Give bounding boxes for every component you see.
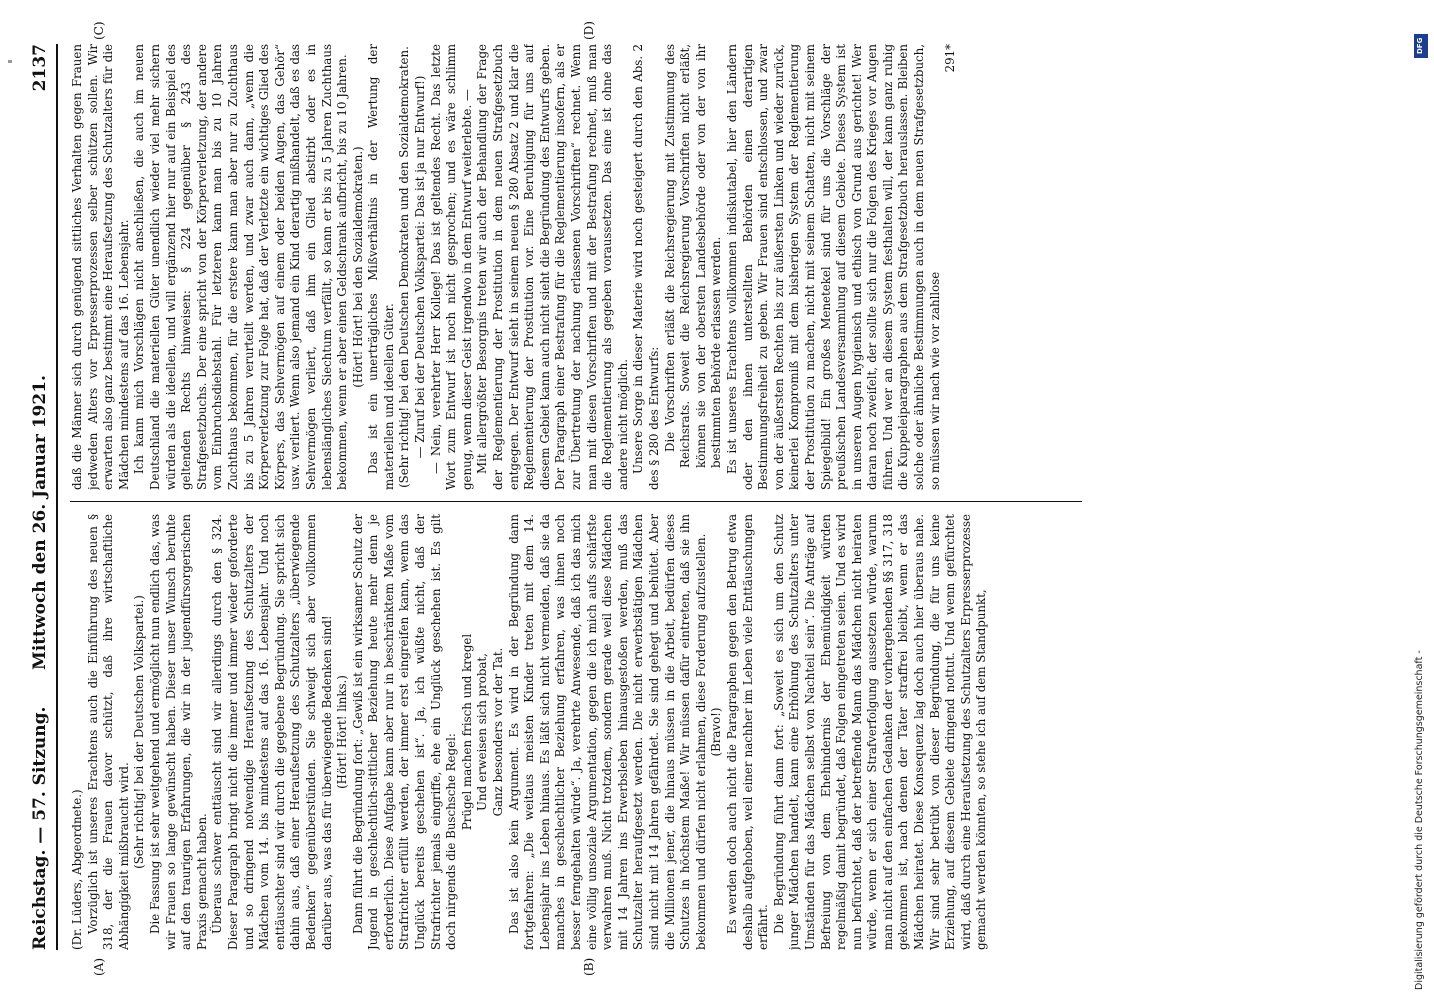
rotated-page bbox=[0, 10, 1412, 990]
paragraph: daß die Männer sich durch genügend sittliches Verhalten gegen Frauen jedweden Alters vor Erpresserprozessen selber schützen sollen. Wir erwarten also ganz bestimmt eine Heraufsetzung des Schutzalters für die Mädchen mindestens auf das 16. Lebensjahr. bbox=[70, 44, 131, 490]
verse-line: Ganz besonders vor der Tat. bbox=[491, 647, 506, 817]
paragraph: Es ist unseres Erachtens vollkommen indiskutabel, hier den Ländern oder den ihnen unterstellten Behörden einen derartigen Bestimmungsfreiheit zu geben. Wir Frauen sind entschlossen, und zwar von der äußersten Rechten bis zur äußersten Linken und wieder zurück, keinerlei Kompromiß mit dem bisherigen System der Reglementierung der Prostitution zu machen, nicht mit seinem Schatten, nicht mit seinem Spiegelbild! Ein großes Menetekel sind für uns die Vorschläge der preußischen Landesversammlung auf diesem Gebiete. Dieses System ist in unseren Augen hygienisch und ethisch von Grund aus gerichtet! Wer daran noch zweifelt, der sollte sich nur die Folgen des Krieges vor Augen führen. Und wer an diesem System festhalten will, der kann ganz ruhig die Kuppeleiparagraphen aus dem Strafgesetzbuch herauslassen. Bleiben solche oder ähnliche Bestimmungen auch in dem neuen Strafgesetzbuch, so müssen wir nach wie vor zahllose bbox=[724, 44, 942, 490]
column-divider bbox=[70, 501, 1082, 502]
paragraph: — Nein, verehrter Herr Kollege! Das ist geltendes Recht. Das letzte Wort zum Entwurf ist noch nicht gesprochen; und es wäre schlimm genug, wenn dieser Geist irgendwo in dem Entwurf weiterlebte. — bbox=[428, 44, 474, 490]
paragraph: Vorzüglich ist unseres Erachtens auch die Einführung des neuen § 318, der die Frauen davor schützt, daß ihre wirtschaftliche Abhängigkeit mißbraucht wird. bbox=[85, 514, 131, 950]
interjection: (Hört! Hört! links.) bbox=[335, 675, 350, 789]
paragraph: Unsere Sorge in dieser Materie wird noch gesteigert durch den Abs. 2 des § 280 des Entwurfs: bbox=[631, 44, 661, 490]
dfg-logo-text: DFG bbox=[1416, 37, 1424, 54]
speaker-line: (Dr. Lüders, Abgeordnete.) bbox=[70, 789, 84, 950]
paragraph: Überaus schwer enttäuscht sind wir allerdings durch den § 324. Dieser Paragraph bringt nicht die immer und immer wieder geforderte und so dringend notwendige Heraufsetzung des Schutzalters der Mädchen vom 14. bis mindestens auf das 16. Lebensjahr. Und noch enttäuschter sind wir durch die gegebene Begründung. Sie spricht sich dahin aus, daß einer Heraufsetzung des Schutzalters „überwiegende Bedenken“ gegenüberstünden. Sie schweigt sich aber vollkommen darüber aus, was das für überwiegende Bedenken sind! bbox=[210, 514, 334, 950]
interjection: (Sehr richtig! bei den Deutschen Demokraten und den Sozialdemokraten. — Zuruf bei der Deutschen Volkspartei: Das ist ja nur Entwurf!) bbox=[397, 46, 428, 488]
verse-line: Und erweisen sich probat, bbox=[475, 653, 490, 811]
paragraph: Die Fassung ist sehr weitgehend und ermöglicht nun endlich das, was wir Frauen so lange gewünscht haben. Dieser unser Wunsch beruhte auf den traurigen Erfahrungen, die wir in der jugendfürsorgerischen Praxis gemacht haben. bbox=[147, 514, 209, 950]
header-rule bbox=[56, 44, 58, 950]
signature-mark: 291* bbox=[943, 44, 958, 73]
verse-line: Prügel machen frisch und kregel bbox=[459, 633, 474, 831]
text-column-left bbox=[70, 514, 1090, 950]
header-center: Mittwoch den 26. Januar 1921. bbox=[30, 375, 50, 670]
interjection: (Bravo!) bbox=[709, 707, 724, 757]
document-page bbox=[0, 10, 1412, 990]
margin-mark-c: (C) bbox=[92, 21, 106, 40]
paragraph: Die Begründung führt dann fort: „Soweit es sich um den Schutz junger Mädchen handelt, kann eine Erhöhung des Schutzalters unter Umständen für das Mädchen selbst von Nachteil sein“. Die Anträge auf Befreiung von dem Ehehindernis der Ehemündigkeit würden regelmäßig damit begründet, daß Folgen eingetreten seien. Und es wird nun befürchtet, daß der betreffende Mann das Mädchen nicht heiraten würde, wenn er sich einer Strafverfolgung aussetzen würde, warum man nicht auf den einfachen Gedanken der vorhergehenden §§ 317, 318 gekommen ist, nach denen der Täter straffrei bleibt, wenn er das Mädchen heiratet. Diese Konsequenz lag doch auch hier überaus nahe. Wir sind sehr betrübt von dieser Begründung, die für uns keine Erziehung, auf diesem Gebiete dringend nottut. Und wenn gefürchtet wird, daß durch eine Heraufsetzung des Schutzalters Erpresserprozesse gemacht werden könnten, so stehe ich auf dem Standpunkt, bbox=[771, 514, 989, 950]
page-header bbox=[30, 44, 56, 950]
interjection: (Hört! Hört! bei den Sozialdemokraten.) bbox=[350, 146, 365, 388]
margin-mark-d: (D) bbox=[582, 21, 596, 40]
paragraph: Dann führt die Begründung fort: „Gewiß ist ein wirksamer Schutz der Jugend in geschlechtlich-sittlicher Beziehung heute mehr denn je erforderlich. Diese Aufgabe kann aber nur in beschränktem Maße vom Strafrichter erfüllt werden, der immer erst eingreifen kann, wenn das Unglück bereits geschehen ist“. Ja, ich wüßte nicht, daß der Strafrichter jemals eingriffe, ehe ein Unglück geschehen ist. Es gilt doch nirgends die Buschsche Regel: bbox=[350, 514, 459, 950]
page-number: 2137 bbox=[30, 44, 50, 92]
scan-speck bbox=[8, 60, 12, 63]
margin-mark-b: (B) bbox=[582, 957, 596, 976]
dfg-logo bbox=[1414, 34, 1428, 58]
text-column-right bbox=[70, 44, 1090, 490]
margin-mark-a: (A) bbox=[92, 957, 106, 976]
paragraph: Ich kann mich Vorschlägen nicht anschließen, die auch im neuen Deutschland die materiellen Güter unendlich wieder viel mehr sichern würden als die ideellen, und will ergänzend hier nur auf ein Beispiel des geltenden Rechts hinweisen: § 224 gegenüber § 243 des Strafgesetzbuchs. Der eine spricht von der Körperverletzung, der andere vom Einbruchsdiebstahl. Für letzteren kann man bis zu 10 Jahren Zuchthaus bekommen, für die erstere kann man aber nur zu Zuchthaus bis zu 5 Jahren verurteilt werden, und zwar auch dann, „wenn die Körperverletzung zur Folge hat, daß der Verletzte ein wichtiges Glied des Körpers, das Sehvermögen auf einem oder beiden Augen, das Gehör“ usw. verliert. Wenn also jemand ein Kind derartig mißhandelt, daß es das Sehvermögen verliert, daß ihm ein Glied abstirbt oder es in lebenslängliches Siechtum verfällt, so kann er bis zu 5 Jahren Zuchthaus bekommen, wenn er aber einen Geldschrank aufbricht, bis zu 10 Jahren. bbox=[132, 44, 350, 490]
digitization-credit: Digitalisierung gefördert durch die Deutsche Forschungsgemeinschaft - bbox=[1414, 650, 1425, 990]
interjection: (Sehr richtig! bei der Deutschen Volkspartei.) bbox=[132, 595, 147, 869]
paragraph: Mit allergrößter Besorgnis treten wir auch der Behandlung der Frage der Reglementierung der Prostitution in dem neuen Strafgesetzbuch entgegen. Der Entwurf sieht in seinem neuen § 280 Absatz 2 und klar die Reglementierung der Prostitution vor. Eine Beruhigung für uns auf diesem Gebiet kann auch nicht sieht die Begründung des Entwurfs geben. Der Paragraph einer Bestrafung für die Reglementierung insofern, als er zur Übertretung der nachung erlassenen Vorschriften“ rechnet. Wenn man mit diesen Vorschriften und mit der Bestrafung rechnet, muß man die Reglementierung als gegeben voraussetzen. Das eine ist ohne das andere nicht möglich. bbox=[475, 44, 630, 490]
paragraph: Das ist also kein Argument. Es wird in der Begründung dann fortgefahren: „Die weitaus meisten Kinder treten mit dem 14. Lebensjahr ins Leben hinaus. Es läßt sich nicht vermeiden, daß sie da manches in geschlechtlicher Beziehung erfahren, was ihnen noch besser ferngehalten würde“. Ja, verehrte Anwesende, daß ich das mich eine völlig unsoziale Argumentation, gegen die ich mich aufs schärfste verwahren muß. Nicht trotzdem, sondern gerade weil diese Mädchen mit 14 Jahren ins Erwerbsleben hinausgestoßen werden, muß das Schutzalter heraufgesetzt werden. Die nicht erwerbstätigen Mädchen sind nicht mit 14 Jahren gefährdet. Sie sind gehegt und behütet. Aber die Millionen jener, die hinaus müssen in die Arbeit, bedürfen dieses Schutzes in höchstem Maße! Wir müssen dafür eintreten, daß sie ihn bekommen und dürfen nicht erlahmen, diese Forderung aufzustellen. bbox=[506, 514, 708, 950]
paragraph: Es werden doch auch nicht die Paragraphen gegen den Betrug etwa deshalb aufgehoben, weil einer nachher im Leben viele Enttäuschungen erfährt. bbox=[724, 514, 771, 950]
block-quote: Die Vorschriften erläßt die Reichsregierung mit Zustimmung des Reichsrats. Soweit die Reichsregierung Vorschriften nicht erläßt, können sie von der obersten Landesbehörde oder von der von ihr bestimmten Behörde erlassen werden. bbox=[662, 44, 724, 468]
header-left: Reichstag. — 57. Sitzung. bbox=[30, 706, 50, 950]
paragraph: Das ist ein unerträgliches Mißverhältnis in der Wertung der materiellen und ideellen Güter. bbox=[366, 44, 396, 490]
